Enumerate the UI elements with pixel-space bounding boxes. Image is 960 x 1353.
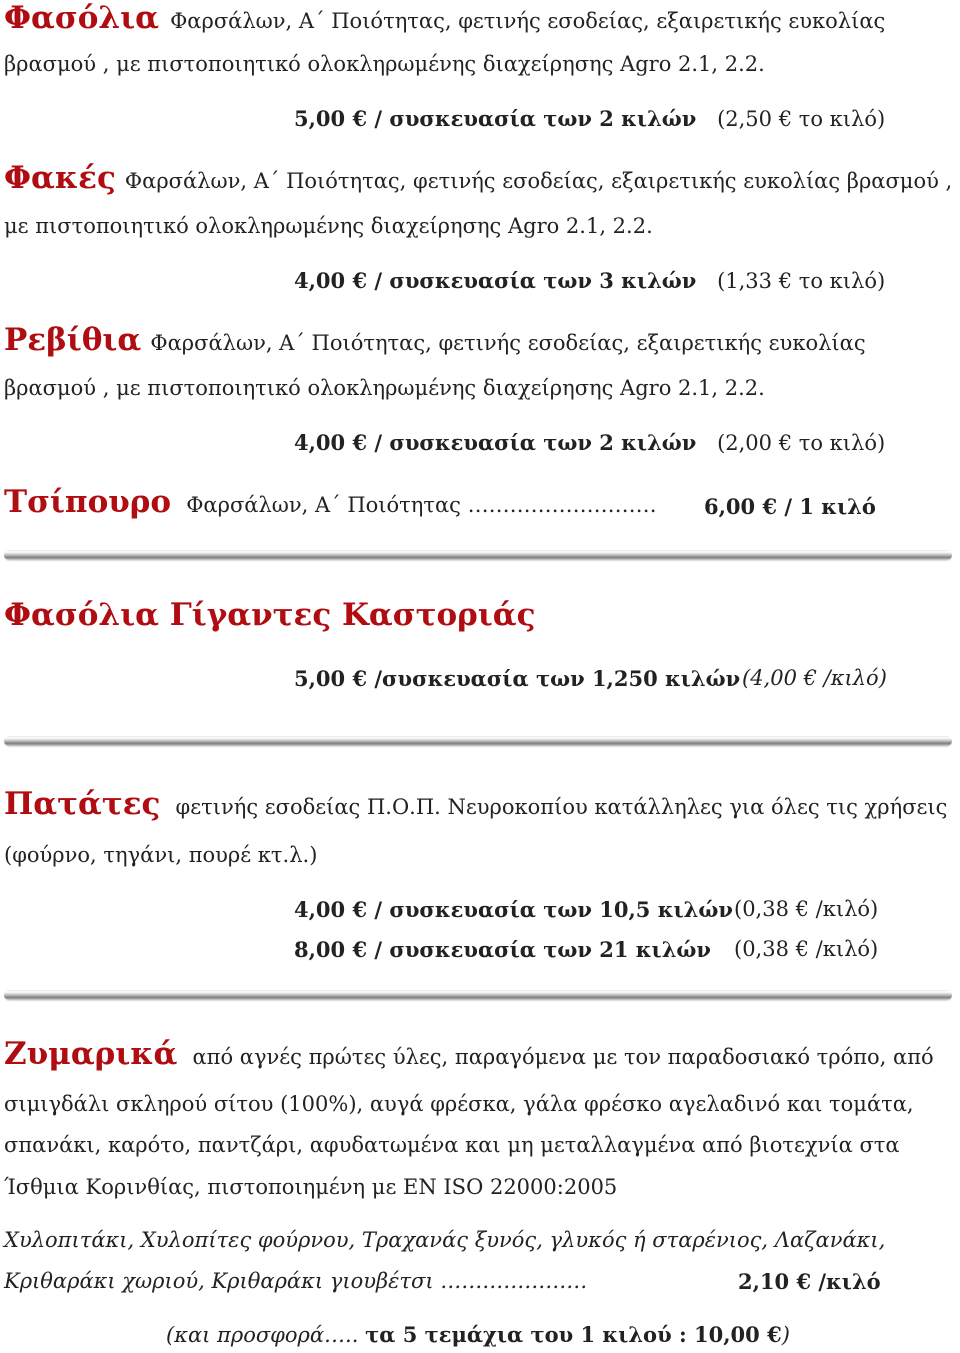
fasolia-desc2: βρασμού , με πιστοποιητικό ολοκληρωμένης διαχείρησης Agro 2.1, 2.2. xyxy=(4,52,765,76)
patates-line1 xyxy=(4,786,952,822)
fakes-desc1: Φαρσάλων, Α΄ Ποιότητας, φετινής εσοδείας, εξαιρετικής ευκολίας βρασμού , xyxy=(124,169,953,193)
zymarika-offer xyxy=(166,1322,790,1347)
revithia-title: Ρεβίθια xyxy=(4,322,142,358)
fasolia-price: 5,00 € / συσκευασία των 2 κιλών xyxy=(294,106,697,131)
fasolia-line1 xyxy=(4,0,885,36)
gigantes-price-row xyxy=(294,666,740,691)
revithia-desc2: βρασμού , με πιστοποιητικό ολοκληρωμένης διαχείρησης Agro 2.1, 2.2. xyxy=(4,376,765,400)
patates-desc2: (φούρνο, τηγάνι, πουρέ κτ.λ.) xyxy=(4,843,318,867)
patates-desc1: φετινής εσοδείας Π.Ο.Π. Νευροκοπίου κατάλληλες για όλες τις χρήσεις xyxy=(175,795,948,819)
offer-bold: τα 5 τεμάχια του 1 κιλού : 10,00 € xyxy=(365,1322,782,1347)
fakes-price-row xyxy=(294,268,885,293)
fakes-title: Φακές xyxy=(4,160,116,196)
zymarika-products2: Κριθαράκι χωριού, Κριθαράκι γιουβέτσι ………………… xyxy=(4,1269,588,1293)
offer-prefix: (και προσφορά….. xyxy=(166,1323,359,1347)
patates-price2: 8,00 € / συσκευασία των 21 κιλών xyxy=(294,937,711,962)
fasolia-per-kilo: (2,50 € το κιλό) xyxy=(717,107,886,131)
gigantes-title: Φασόλια Γίγαντες Καστοριάς xyxy=(4,597,536,633)
tsipouro-line xyxy=(4,484,657,520)
divider xyxy=(4,990,952,1000)
revithia-desc1: Φαρσάλων, Α΄ Ποιότητας, φετινής εσοδείας, εξαιρετικής ευκολίας xyxy=(150,331,866,355)
divider xyxy=(4,736,952,746)
zymarika-desc1: από αγνές πρώτες ύλες, παραγόμενα με τον παραδοσιακό τρόπο, από xyxy=(192,1045,934,1069)
fasolia-price-row xyxy=(294,106,885,131)
fakes-price: 4,00 € / συσκευασία των 3 κιλών xyxy=(294,268,697,293)
tsipouro-title: Τσίπουρο xyxy=(4,484,172,520)
fakes-per-kilo: (1,33 € το κιλό) xyxy=(717,269,886,293)
patates-per-kilo2: (0,38 € /κιλό) xyxy=(734,937,879,961)
zymarika-price: 2,10 € /κιλό xyxy=(738,1269,881,1294)
patates-title: Πατάτες xyxy=(4,786,161,822)
patates-price1: 4,00 € / συσκευασία των 10,5 κιλών xyxy=(294,897,733,922)
revithia-price-row xyxy=(294,430,885,455)
revithia-price: 4,00 € / συσκευασία των 2 κιλών xyxy=(294,430,697,455)
zymarika-desc4: Ίσθμια Κορινθίας, πιστοποιημένη με EN ISO 22000:2005 xyxy=(4,1175,618,1199)
revithia-line1 xyxy=(4,322,866,358)
offer-suffix: ) xyxy=(781,1323,790,1347)
tsipouro-price: 6,00 € / 1 κιλό xyxy=(704,494,876,519)
zymarika-products1: Χυλοπιτάκι, Χυλοπίτες φούρνου, Τραχανάς ξυνός, γλυκός ή σταρένιος, Λαζανάκι, xyxy=(4,1228,886,1252)
fasolia-desc1: Φαρσάλων, Α΄ Ποιότητας, φετινής εσοδείας, εξαιρετικής ευκολίας xyxy=(170,9,886,33)
revithia-per-kilo: (2,00 € το κιλό) xyxy=(717,431,886,455)
zymarika-desc2: σιμιγδάλι σκληρού σίτου (100%), αυγά φρέσκα, γάλα φρέσκο αγελαδινό και τομάτα, xyxy=(4,1092,914,1116)
zymarika-title: Ζυμαρικά xyxy=(4,1036,178,1072)
fasolia-title: Φασόλια xyxy=(4,0,159,36)
patates-per-kilo1: (0,38 € /κιλό) xyxy=(734,897,879,921)
gigantes-price: 5,00 € /συσκευασία των 1,250 κιλών xyxy=(294,666,741,691)
divider xyxy=(4,550,952,560)
fakes-line1 xyxy=(4,160,952,196)
tsipouro-desc: Φαρσάλων, Α΄ Ποιότητας ……………………… xyxy=(186,493,657,517)
zymarika-desc3: σπανάκι, καρότο, παντζάρι, αφυδατωμένα και μη μεταλλαγμένα από βιοτεχνία στα xyxy=(4,1133,900,1157)
zymarika-line1 xyxy=(4,1036,934,1072)
gigantes-per-kilo: (4,00 € /κιλό) xyxy=(742,666,887,690)
fakes-desc2: με πιστοποιητικό ολοκληρωμένης διαχείρησης Agro 2.1, 2.2. xyxy=(4,214,653,238)
